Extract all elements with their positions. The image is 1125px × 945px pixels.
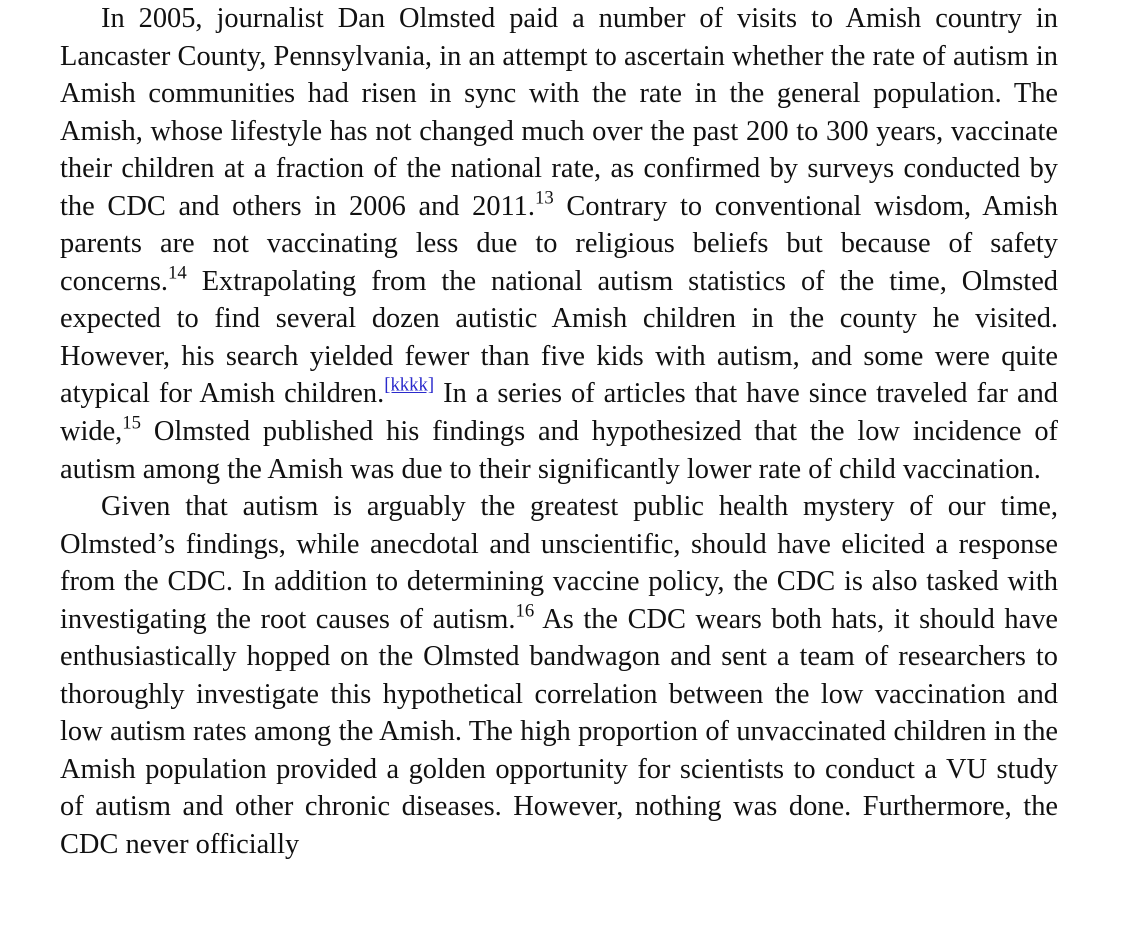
paragraph-text: In 2005, journalist Dan Olmsted paid a number of visits to Amish country in Lancaster County, Pennsylvania, in an attempt to ascertain whether the rate of autism in Amish communities had risen in sync with the rate in the general population. The Amish, whose lifestyle has not changed much over the past 200 to 300 years, vaccinate their children at a fraction of the national rate, as confirmed by surveys conducted by the CDC and others in 2006 and 2011. (60, 3, 1058, 222)
paragraph-1 (60, 0, 1058, 488)
paragraph-text: Extrapolating from the national autism statistics of the time, Olmsted expected to find several dozen autistic Amish children in the county he visited. However, his search yielded fewer than five kids with autism, and some were quite atypical for Amish children. (60, 265, 1058, 410)
paragraph-text: Contrary to conventional wisdom, Amish parents are not vaccinating less due to religious beliefs but because of safety concerns. (60, 190, 1058, 297)
paragraph-text: Given that autism is arguably the greatest public health mystery of our time, Olmsted’s findings, while anecdotal and unscientific, should have elicited a response from the CDC. In addition to determining vaccine policy, the CDC is also tasked with investigating the root causes of autism. (60, 491, 1058, 635)
footnote-ref-15[interactable]: 15 (122, 412, 142, 434)
paragraph-text: In a series of articles that have since traveled far and wide, (60, 378, 1058, 448)
paragraph-text: Olmsted published his findings and hypothesized that the low incidence of autism among the Amish was due to their significantly lower rate of child vaccination. (60, 416, 1058, 485)
paragraph-2 (60, 488, 1058, 863)
paragraph-text: As the CDC wears both hats, it should have enthusiastically hopped on the Olmsted bandwagon and sent a team of researchers to thoroughly investigate this hypothetical correlation between the low vaccination and low autism rates among the Amish. The high proportion of unvaccinated children in the Amish population provided a golden opportunity for scientists to conduct a VU study of autism and other chronic diseases. However, nothing was done. Furthermore, the CDC never officially (60, 603, 1058, 861)
document-page (60, 0, 1058, 864)
footnote-ref-16[interactable]: 16 (515, 600, 535, 622)
footnote-ref-13[interactable]: 13 (534, 187, 554, 209)
footnote-ref-14[interactable]: 14 (168, 262, 187, 284)
endnote-link-kkkk[interactable]: [kkkk] (384, 374, 435, 396)
